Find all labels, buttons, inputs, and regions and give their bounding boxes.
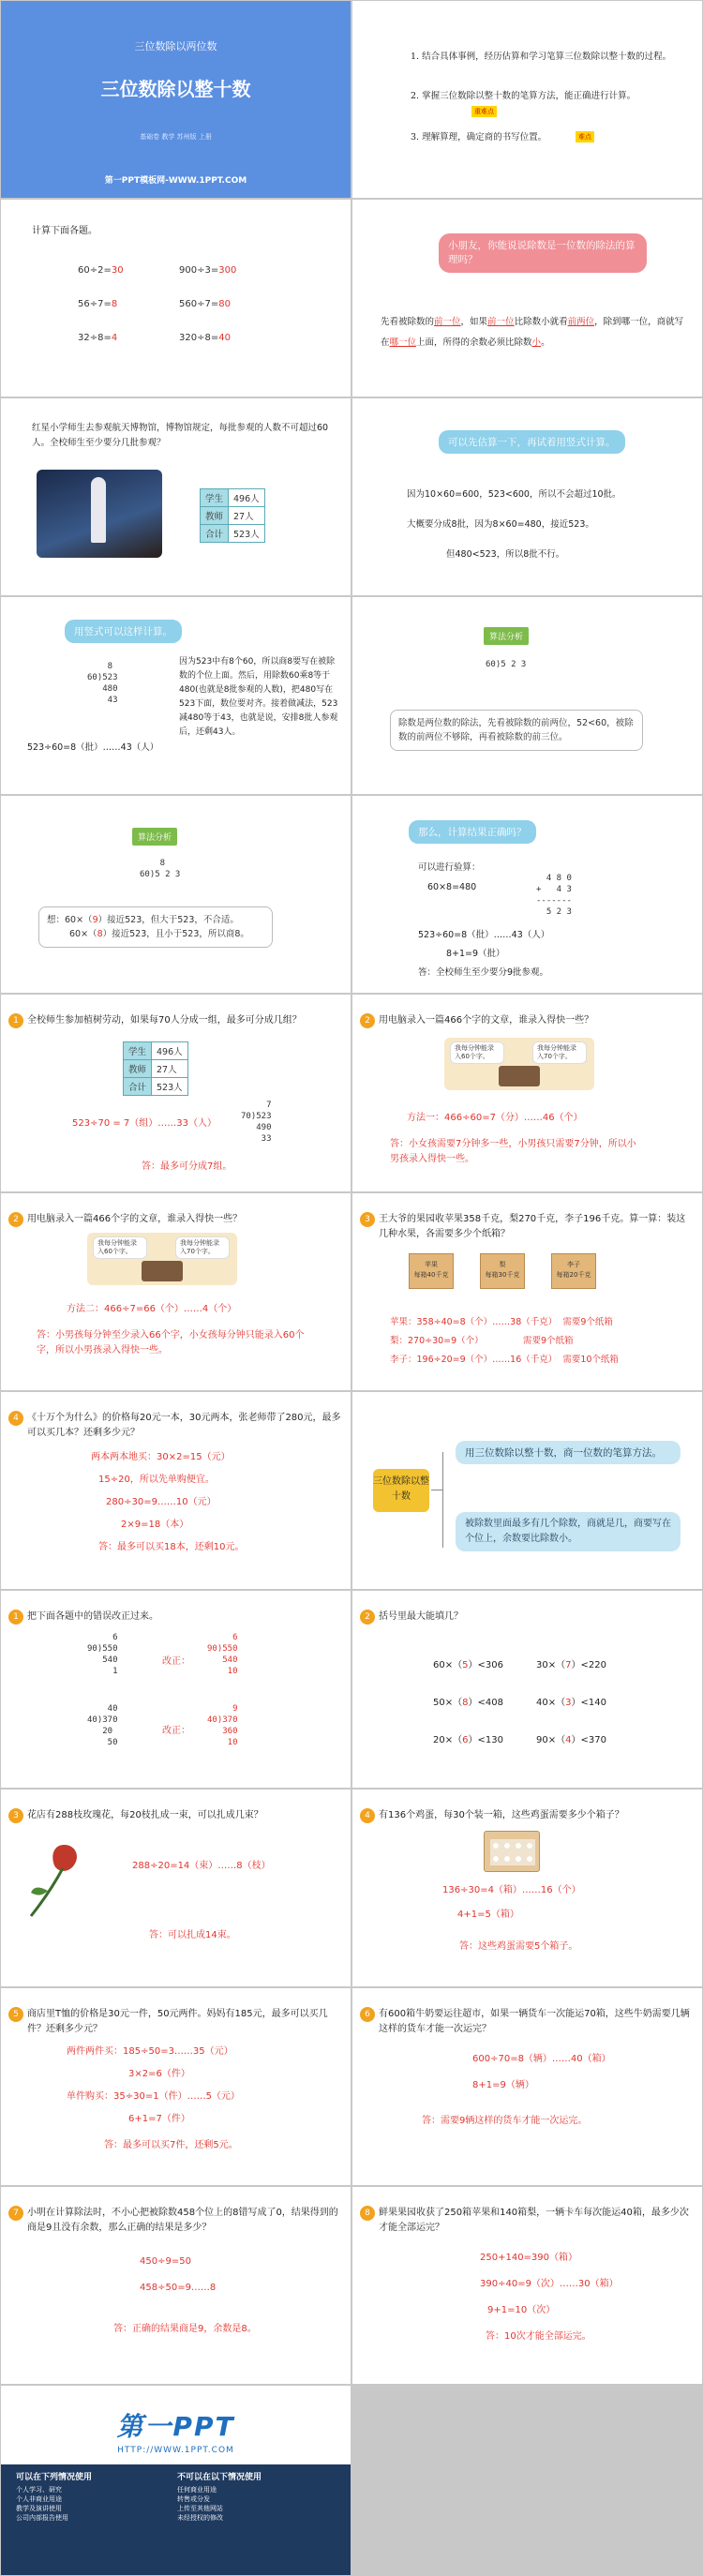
check-bubble: 那么，计算结果正确吗？ (409, 820, 536, 844)
fill-row: 20×（6）<130 (433, 1735, 503, 1745)
milk-step-2: 8+1=9（辆） (472, 2080, 534, 2090)
mistake-step-1: 450÷9=50 (140, 2256, 191, 2267)
exercise-number: 7 (8, 2206, 23, 2221)
typing-kids-image (444, 1038, 594, 1090)
cover-meta: 基础卷 教学 苏州版 上册 (140, 133, 212, 141)
cover-slide (1, 1, 351, 198)
review-slide (352, 200, 702, 397)
exercise-question: 小明在计算除法时，不小心把被除数458个位上的8错写成了0，结果得到的商是9且没有余数，那么正确的结果是多少？ (27, 2208, 338, 2233)
warmup-row: 60÷2=30 (78, 265, 124, 276)
footer-url[interactable]: HTTP://WWW.1PPT.COM (117, 2446, 234, 2455)
people-table: 学生 496人 教师 27人 合计 523人 (200, 488, 265, 543)
fixed-division-1: 6 90)550 540 10 (207, 1633, 238, 1676)
typing-kids-image (87, 1233, 237, 1285)
footer-slide (1, 2386, 351, 2575)
fixed-division-2: 9 40)370 360 10 (207, 1704, 238, 1747)
forbidden-list: 任何商业用途 转售或分发 上传至其他网站 未经授权的修改 (177, 2486, 223, 2522)
orchard-answer: 答：10次才能全部运完。 (486, 2331, 591, 2342)
method-one: 方法一：466÷60=7（分）……46（个） (407, 1113, 583, 1123)
warmup-row: 900÷3=300 (179, 265, 237, 276)
review-bubble: 小朋友，你能说说除数是一位数的除法的算理吗？ (439, 233, 647, 273)
exercise-4-slide (1, 1392, 351, 1589)
fill-row: 60×（5）<306 (433, 1660, 503, 1670)
tshirt-step-2: 3×2=6（件） (128, 2069, 190, 2079)
footer-band (1, 2464, 351, 2575)
trial-tag: 算法分析 (132, 828, 177, 846)
roses-answer: 答：可以扎成14束。 (149, 1930, 236, 1940)
mistake-step-2: 458÷50=9……8 (140, 2283, 217, 2293)
exercise-3-slide (352, 1193, 702, 1390)
step-4: 2×9=18（本） (121, 1520, 189, 1530)
plum-equation: 李子：196÷20=9（个）……16（千克） 需要10个纸箱 (390, 1355, 619, 1365)
milk-step-1: 600÷70=8（辆）……40（箱） (472, 2054, 611, 2064)
analysis-slide (352, 597, 702, 794)
exercise-number: 4 (8, 1411, 23, 1426)
check-answer: 答：全校师生至少要分9批参观。 (418, 967, 549, 978)
objective-2: 2. 掌握三位数除以整十数的笔算方法，能正确进行计算。 (411, 91, 636, 101)
estimate-bubble: 可以先估算一下，再试着用竖式计算。 (439, 430, 625, 454)
problem-text: 红星小学师生去参观航天博物馆，博物馆规定，每批参观的人数不可超过60人。全校师生至少要分几批参观？ (32, 423, 329, 448)
plum-box: 李子 每箱20千克 (551, 1253, 596, 1289)
pear-box: 梨 每箱30千克 (480, 1253, 525, 1289)
empty-cell (352, 2386, 702, 2575)
fill-row: 40×（3）<140 (536, 1698, 606, 1708)
exercise-number: 3 (360, 1212, 375, 1227)
footer-logo: 第一PPT (116, 2411, 235, 2442)
apple-equation: 苹果：358÷40=8（个）……38（千克） 需要9个纸箱 (390, 1317, 613, 1327)
orchard-step-2: 390÷40=9（次）……30（箱） (480, 2279, 619, 2289)
exercise-number: 1 (8, 1610, 23, 1625)
exercise-number: 8 (360, 2206, 375, 2221)
space-shuttle-image (37, 470, 162, 558)
trial-division: 8 60)5 2 3 (140, 859, 181, 879)
eggs-slide (352, 1790, 702, 1986)
correction-slide (1, 1591, 351, 1788)
fill-row: 90×（4）<370 (536, 1735, 606, 1745)
mistake-answer: 答：正确的结果商是9，余数是8。 (113, 2324, 257, 2334)
roses-slide (1, 1790, 351, 1986)
tshirt-step-4: 6+1=7（件） (128, 2114, 190, 2124)
fix-label: 改正： (162, 1656, 190, 1667)
vertical-bubble: 用竖式可以这样计算。 (65, 620, 182, 643)
apple-box: 苹果 每箱40千克 (409, 1253, 454, 1289)
speech-girl: 我每分钟能录入60个字。 (93, 1236, 147, 1259)
check-line-1: 60×8=480 (427, 882, 477, 892)
exercise-2b-slide (1, 1193, 351, 1390)
orchard-step-3: 9+1=10（次） (487, 2305, 556, 2315)
exercise-question: 鲜果果园收获了250箱苹果和140箱梨，一辆卡车每次能运40箱，最多少次才能全部运完？ (379, 2208, 689, 2233)
exercise-question: 把下面各题中的错误改正过来。 (27, 1611, 158, 1622)
exercise-question: 商店里T恤的价格是30元一件，50元两件。妈妈有185元，最多可以买几件？还剩多少元？ (27, 2009, 328, 2034)
check-slide (352, 796, 702, 993)
mistake-slide (1, 2187, 351, 2384)
orchard-slide (352, 2187, 702, 2384)
vertical-explain: 因为523中有8个60，所以商8要写在被除数的个位上面。然后，用除数60乘8等于480(也就是8批参观的人数)，把480写在523下面，数位要对齐。接着做减法，523减480等于43，也就是说，安排8批人参观后，还剩43人。 (179, 657, 338, 737)
wrong-division-2: 40 40)370 20 50 (87, 1704, 118, 1747)
vertical-division-slide (1, 597, 351, 794)
exercise-question: 有136个鸡蛋，每30个装一箱，这些鸡蛋需要多少个箱子？ (379, 1810, 624, 1820)
tshirt-slide (1, 1988, 351, 2185)
exercise-number: 1 (8, 1013, 23, 1028)
objective-3: 3. 理解算理，确定商的书写位置。 (411, 132, 547, 142)
speech-boy: 我每分钟能录入70个字。 (175, 1236, 230, 1259)
summary-point-2: 被除数里面最多有几个除数，商就是几，商要写在个位上，余数要比除数小。 (456, 1512, 681, 1551)
estimate-slide (352, 398, 702, 595)
computer-desk (499, 1066, 540, 1086)
eggs (490, 1839, 535, 1865)
eggs-step-1: 136÷30=4（箱）……16（个） (442, 1885, 581, 1895)
wrong-division-1: 6 90)550 540 1 (87, 1633, 118, 1676)
exercise-1-slide (1, 995, 351, 1191)
exercise-question: 花店有288枝玫瑰花，每20枝扎成一束，可以扎成几束？ (27, 1810, 263, 1820)
tshirt-step-3: 单件购买：35÷30=1（件）……5（元） (67, 2091, 240, 2102)
trial-quotient-slide (1, 796, 351, 993)
roses-equation: 288÷20=14（束）……8（枝） (132, 1861, 271, 1871)
allowed-title: 可以在下列情况使用 (16, 2473, 93, 2482)
method-two: 方法二：466÷7=66（个）……4（个） (67, 1304, 237, 1314)
warmup-slide (1, 200, 351, 397)
orchard-step-1: 250+140=390（箱） (480, 2253, 578, 2263)
analysis-division: 60)5 2 3 (486, 660, 527, 669)
check-line-3: 8+1=9（批） (446, 949, 505, 959)
step-3: 280÷30=9……10（元） (106, 1497, 217, 1507)
exercise-number: 2 (360, 1610, 375, 1625)
warmup-row: 56÷7=8 (78, 299, 118, 309)
estimate-line-2: 大概要分成8批，因为8×60=480，接近523。 (407, 519, 594, 530)
computer-desk (142, 1261, 183, 1281)
exercise-number: 2 (360, 1013, 375, 1028)
eggs-step-2: 4+1=5（箱） (457, 1910, 519, 1920)
exercise-question: 王大爷的果园收苹果358千克，梨270千克，李子196千克。算一算：装这几种水果，各需要多少个纸箱？ (379, 1214, 686, 1239)
warmup-heading: 计算下面各题。 (32, 226, 97, 236)
exercise-answer: 答：最多可以买18本，还剩10元。 (98, 1542, 245, 1552)
people-table: 学生 496人 教师 27人 合计 523人 (123, 1041, 188, 1096)
exercise-question: 有600箱牛奶要运往超市，如果一辆货车一次能运70箱，这些牛奶需要几辆这样的货车才能一次运完？ (379, 2009, 690, 2034)
milk-answer: 答：需要9辆这样的货车才能一次运完。 (422, 2116, 588, 2126)
summary-slide (352, 1392, 702, 1589)
exercise-number: 4 (360, 1808, 375, 1823)
check-line-2: 523÷60=8（批）……43（人） (418, 930, 550, 940)
tshirt-answer: 答：最多可以买7件，还剩5元。 (104, 2140, 238, 2150)
exercise-question: 括号里最大能填几？ (379, 1611, 463, 1622)
summary-tag: 三位数除以整十数 (373, 1469, 429, 1512)
objective-1: 1. 结合具体事例，经历估算和学习笔算三位数除以整十数的过程。 (411, 52, 672, 62)
exercise-division: 7 70)523 490 33 (241, 1101, 272, 1144)
cover-title: 三位数除以整十数 (100, 78, 251, 100)
vertical-result: 523÷60=8（批）……43（人） (27, 742, 159, 753)
summary-point-1: 用三位数除以整十数，商一位数的笔算方法。 (456, 1441, 681, 1464)
fill-row: 30×（7）<220 (536, 1660, 606, 1670)
egg-carton-image (484, 1831, 540, 1872)
key-point-badge: 重难点 (471, 106, 497, 117)
trial-box: 想：60×（9）接近523，但大于523，不合适。 60×（8）接近523，且小于523，所以商8。 (38, 906, 273, 948)
long-division: 8 60)523 480 43 (87, 662, 118, 705)
pear-equation: 梨：270÷30=9（个） 需要9个纸箱 (390, 1336, 574, 1346)
step-1: 两本两本地买：30×2=15（元） (91, 1452, 231, 1462)
estimate-line-3: 但480<523，所以8批不行。 (446, 549, 565, 560)
exercise-question: 用电脑录入一篇466个字的文章，谁录入得快一些？ (27, 1214, 243, 1224)
forbidden-title: 不可以在以下情况使用 (177, 2473, 262, 2482)
exercise-number: 6 (360, 2007, 375, 2022)
warmup-row: 32÷8=4 (78, 333, 118, 343)
analysis-tag: 算法分析 (484, 627, 529, 645)
exercise-answer: 答：小女孩需要7分钟多一些，小男孩只需要7分钟，所以小男孩录入得快一些。 (390, 1139, 636, 1164)
warmup-row: 560÷7=80 (179, 299, 231, 309)
eggs-answer: 答：这些鸡蛋需要5个箱子。 (459, 1941, 578, 1952)
speech-girl: 我每分钟能录入60个字。 (450, 1041, 504, 1064)
speech-boy: 我每分钟能录入70个字。 (532, 1041, 587, 1064)
analysis-box: 除数是两位数的除法，先看被除数的前两位，52<60，被除数的前两位不够除，再看被除数的前三位。 (390, 710, 643, 751)
review-text: 先看被除数的前一位，如果前一位比除数小就看前两位，除到哪一位，商就写在哪一位上面，所得的余数必须比除数小。 (381, 317, 684, 348)
milk-slide (352, 1988, 702, 2185)
check-intro: 可以进行验算： (418, 862, 481, 873)
allowed-list: 个人学习、研究 个人非商业用途 教学及演讲使用 公司内部报告使用 (16, 2486, 68, 2522)
rocket-shape (91, 477, 106, 543)
connector (442, 1452, 443, 1548)
step-2: 15÷20，所以先单购便宜。 (98, 1475, 215, 1485)
exercise-equation: 523÷70 = 7（组）……33（人） (72, 1118, 217, 1129)
warmup-row: 320÷8=40 (179, 333, 231, 343)
fill-in-slide (352, 1591, 702, 1788)
exercise-answer: 答：小男孩每分钟至少录入66个字，小女孩每分钟只能录入60个字，所以小男孩录入得快一些。 (37, 1330, 305, 1355)
exercise-number: 3 (8, 1808, 23, 1823)
exercise-question: 《十万个为什么》的价格每20元一本，30元两本，张老师带了280元，最多可以买几本？还剩多少元？ (27, 1413, 341, 1438)
exercise-number: 5 (8, 2007, 23, 2022)
fill-row: 50×（8）<408 (433, 1698, 503, 1708)
difficulty-badge: 难点 (576, 131, 594, 142)
fix-label: 改正： (162, 1726, 190, 1736)
tshirt-step-1: 两件两件买：185÷50=3……35（元） (67, 2046, 233, 2057)
exercise-answer: 答：最多可分成7组。 (142, 1161, 232, 1172)
exercise-question: 用电脑录入一篇466个字的文章，谁录入得快一些？ (379, 1015, 594, 1026)
exercise-number: 2 (8, 1212, 23, 1227)
rose-icon (22, 1836, 87, 1921)
check-vertical-add: 4 8 0 + 4 3 ------- 5 2 3 (536, 874, 572, 917)
cover-brand: 第一PPT模板网-WWW.1PPT.COM (104, 176, 247, 186)
exercise-question: 全校师生参加植树劳动，如果每70人分成一组，最多可分成几组？ (27, 1015, 302, 1026)
objectives-slide (352, 1, 702, 198)
problem-slide (1, 398, 351, 595)
estimate-line-1: 因为10×60=600，523<600，所以不会超过10批。 (407, 489, 621, 500)
exercise-2a-slide (352, 995, 702, 1191)
cover-subtitle: 三位数除以两位数 (134, 40, 217, 52)
